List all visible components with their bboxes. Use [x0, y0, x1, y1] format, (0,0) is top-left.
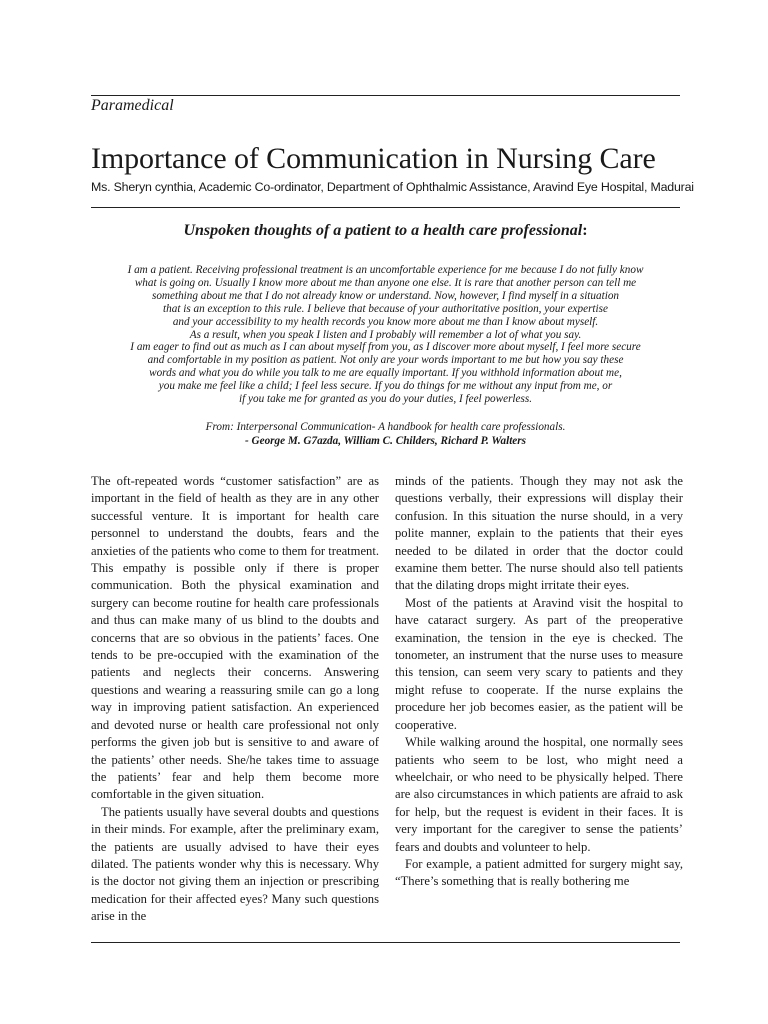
- quote-line: words and what you do while you talk to me are equally important. If you withhold information about me,: [149, 367, 622, 380]
- quote-line: that is an exception to this rule. I believe that because of your authoritative position, your expertise: [163, 302, 608, 315]
- quote-line: I am eager to find out as much as I can about myself from you, as I discover more about myself, I feel more secure: [130, 341, 641, 354]
- top-rule: [91, 95, 680, 96]
- quote-line: I am a patient. Receiving professional treatment is an uncomfortable experience for me because I do not fully know: [127, 264, 644, 276]
- quote-line: if you take me for granted as you do your duties, I feel powerless.: [239, 393, 532, 406]
- quote-line: and comfortable in my position as patient. Not only are your words important to me but how you say these: [147, 354, 624, 367]
- body-paragraph: For example, a patient admitted for surgery might say, “There’s something that is really bothering me: [395, 856, 683, 889]
- quote-heading: [91, 221, 680, 241]
- quote-authors: - George M. G7azda, William C. Childers, Richard P. Walters: [245, 435, 526, 447]
- body-paragraph: The patients usually have several doubts and questions in their minds. For example, after the preliminary exam, the patients are usually advised to have their eyes dilated. The patients wonder why this is necessary. Why is the doctor not giving them an injection or prescribing medication for their affected eyes? Many such questions arise in the: [91, 804, 379, 924]
- quote-heading-colon: :: [582, 222, 588, 239]
- author-byline: Ms. Sheryn cynthia, Academic Co-ordinator, Department of Ophthalmic Assistance, Aravind Eye Hospital, Madurai: [91, 180, 694, 194]
- quote-source-text: From: Interpersonal Communication- A handbook for health care professionals.: [205, 421, 566, 433]
- body-column-left: [91, 473, 379, 926]
- quote-heading-text: Unspoken thoughts of a patient to a health care professional: [183, 222, 583, 239]
- body-paragraph: Most of the patients at Aravind visit the hospital to have cataract surgery. As part of the preoperative examination, the tension in the eye is checked. The tonometer, an instrument that the nurse uses to measure this tension, can seem very scary to patients and they might refuse to cooperate. If the nurse explains the procedure her job becomes easier, as the patient will be cooperative.: [395, 595, 683, 732]
- footer-rule: [91, 942, 680, 943]
- section-label: Paramedical: [91, 97, 174, 114]
- quote-line: you make me feel like a child; I feel less secure. If you do things for me without any input from me, or: [158, 380, 613, 393]
- quote-line: what is going on. Usually I know more about me than anyone one else. It is rare that another person can tell me: [134, 276, 637, 289]
- body-paragraph: While walking around the hospital, one normally sees patients who seem to be lost, who might need a wheelchair, or who need to be physically helped. There are also circumstances in which patients are afraid to ask for help, but the request is evident in their faces. It is very important for the caregiver to sense the patients’ fears and doubts and volunteer to help.: [395, 735, 683, 854]
- quote-source: [91, 420, 680, 448]
- patient-quote: [91, 264, 680, 406]
- body-paragraph: minds of the patients. Though they may not ask the questions verbally, their expressions will display their confusion. In this situation the nurse should, in a very polite manner, explain to the patients that their eyes needed to be dilated in order that the doctor could examine them better. The nurse should also tell patients that the dilating drops might irritate their eyes.: [395, 474, 683, 593]
- header-rule: [91, 207, 680, 208]
- quote-line: something about me that I do not already know or understand. Now, however, I find myself in a situation: [151, 289, 620, 302]
- quote-line: and your accessibility to my health records you know more about me than I know about myself.: [172, 315, 599, 328]
- article-title: Importance of Communication in Nursing Care: [91, 142, 656, 175]
- body-column-right: [395, 473, 683, 891]
- quote-line: As a result, when you speak I listen and I probably will remember a lot of what you say.: [189, 328, 582, 341]
- body-paragraph: The oft-repeated words “customer satisfaction” are as important in the field of health as they are in any other successful venture. It is important for health care personnel to understand the doubts, fears and the anxieties of the patients who come to them for treatment. This empathy is possible only if there is proper communication. Both the physical examination and surgery can become routine for health care professionals and thus can make many of us blind to the doubts and concerns that are so obvious in the patients’ faces. One tends to be pre-occupied with the examination of the patients and neglects their concerns. Answering questions and wearing a reassuring smile can go a long way in improving patient satisfaction. An experienced and devoted nurse or health care professional not only performs the given job but is sensitive to and aware of the patients’ other needs. She/he takes time to assuage the patients’ fear and help them become more comfortable in the given situation.: [91, 474, 379, 802]
